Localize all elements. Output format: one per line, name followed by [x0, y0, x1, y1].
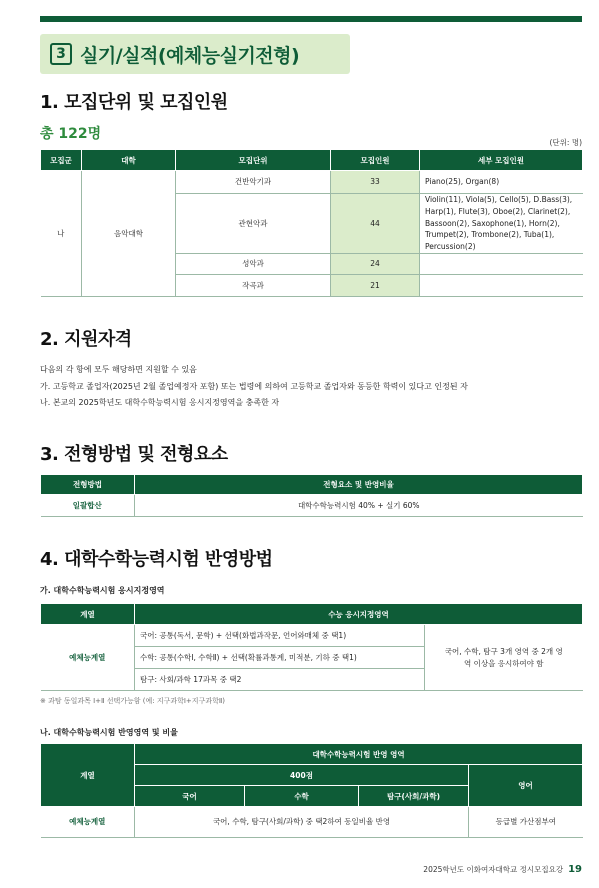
eligibility-item: 나. 본교의 2025학년도 대학수학능력시험 응시지정영역을 충족한 자	[40, 398, 280, 407]
college-cell: 음악대학	[82, 171, 176, 297]
detail-cell	[420, 254, 583, 275]
col-header: 수능 응시지정영역	[135, 604, 583, 625]
unit-cell: 관현악과	[176, 194, 331, 254]
col-header: 국어	[135, 786, 245, 807]
total-count: 총 122명	[40, 126, 102, 142]
unit-cell: 작곡과	[176, 275, 331, 297]
group-cell: 나	[41, 171, 82, 297]
count-cell: 21	[331, 275, 420, 297]
count-cell: 44	[331, 194, 420, 254]
section-title: 실기/실적(예체능실기전형)	[80, 44, 300, 67]
note-text: ※ 과탐 동일과목 Ⅰ+Ⅱ 선택가능함 (예: 지구과학Ⅰ+지구과학Ⅱ)	[40, 697, 226, 705]
count-cell: 24	[331, 254, 420, 275]
footer	[423, 864, 582, 875]
eligibility-intro: 다음의 각 항에 모두 해당하면 지원할 수 있음	[40, 365, 197, 374]
col-header: 영어	[469, 765, 583, 807]
heading-csat-method: 4. 대학수학능력시험 반영방법	[40, 549, 273, 570]
selection-table	[40, 474, 583, 517]
detail-cell: Violin(11), Viola(5), Cello(5), D.Bass(3), Harp(1), Flute(3), Oboe(2), Clarinet(2), Bassoon(2), Saxophone(1), Horn(2), Trumpet(2), Trombone(2), Tuba(1), Percussion(2)	[420, 194, 583, 254]
table-row	[41, 625, 583, 647]
area-cell: 탐구: 사회/과학 17과목 중 택2	[135, 669, 425, 691]
field-cell: 예체능계열	[41, 625, 135, 691]
page-number: 19	[568, 864, 582, 875]
col-header: 전형방법	[41, 475, 135, 495]
rule-cell: 국어, 수학, 탐구(사회/과학) 중 택2하여 동일비율 반영	[135, 807, 469, 838]
requirement-cell: 국어, 수학, 탐구 3개 영역 중 2개 영역 이상을 응시하여야 함	[425, 625, 583, 691]
col-header: 대학	[82, 150, 176, 171]
heading-eligibility: 2. 지원자격	[40, 329, 132, 350]
area-cell: 수학: 공통(수학Ⅰ, 수학Ⅱ) + 선택(확률과통계, 미적분, 기하 중 택1)	[135, 647, 425, 669]
csat-area-table	[40, 603, 583, 691]
heading-selection-method: 3. 전형방법 및 전형요소	[40, 444, 228, 465]
subheading-csat-areas: 가. 대학수학능력시험 응시지정영역	[40, 586, 165, 595]
field-cell: 예체능계열	[41, 807, 135, 838]
eligibility-item: 가. 고등학교 졸업자(2025년 2월 졸업예정자 포함) 또는 법령에 의하여 고등학교 졸업자와 동등한 학력이 있다고 인정된 자	[40, 382, 468, 391]
top-bar	[40, 16, 582, 22]
detail-cell: Piano(25), Organ(8)	[420, 171, 583, 194]
col-header: 전형요소 및 반영비율	[135, 475, 583, 495]
count-cell: 33	[331, 171, 420, 194]
footer-text: 2025학년도 이화여자대학교 정시모집요강	[423, 865, 564, 874]
unit-cell: 건반악기과	[176, 171, 331, 194]
col-header: 세부 모집인원	[420, 150, 583, 171]
detail-cell	[420, 275, 583, 297]
section-title-box	[40, 34, 350, 74]
section-number: 3	[50, 43, 72, 65]
table-row	[41, 495, 583, 517]
area-cell: 국어: 공통(독서, 문학) + 선택(화법과작문, 언어와매체 중 택1)	[135, 625, 425, 647]
heading-recruit-units: 1. 모집단위 및 모집인원	[40, 92, 228, 113]
col-header: 대학수학능력시험 반영 영역	[135, 744, 583, 765]
english-rule-cell: 등급별 가산점부여	[469, 807, 583, 838]
recruit-table	[40, 149, 583, 297]
table-row	[41, 171, 583, 194]
col-header: 모집군	[41, 150, 82, 171]
subheading-csat-ratio: 나. 대학수학능력시험 반영영역 및 비율	[40, 728, 178, 737]
col-header: 모집단위	[176, 150, 331, 171]
unit-label: (단위: 명)	[549, 138, 582, 147]
csat-ratio-table	[40, 743, 583, 838]
col-header: 수학	[245, 786, 359, 807]
col-header: 계열	[41, 604, 135, 625]
col-header: 모집인원	[331, 150, 420, 171]
ratio-cell: 대학수학능력시험 40% + 실기 60%	[135, 495, 583, 517]
unit-cell: 성악과	[176, 254, 331, 275]
col-header: 탐구(사회/과학)	[359, 786, 469, 807]
method-cell: 일괄합산	[41, 495, 135, 517]
table-row	[41, 807, 583, 838]
col-header: 400점	[135, 765, 469, 786]
col-header: 계열	[41, 744, 135, 807]
